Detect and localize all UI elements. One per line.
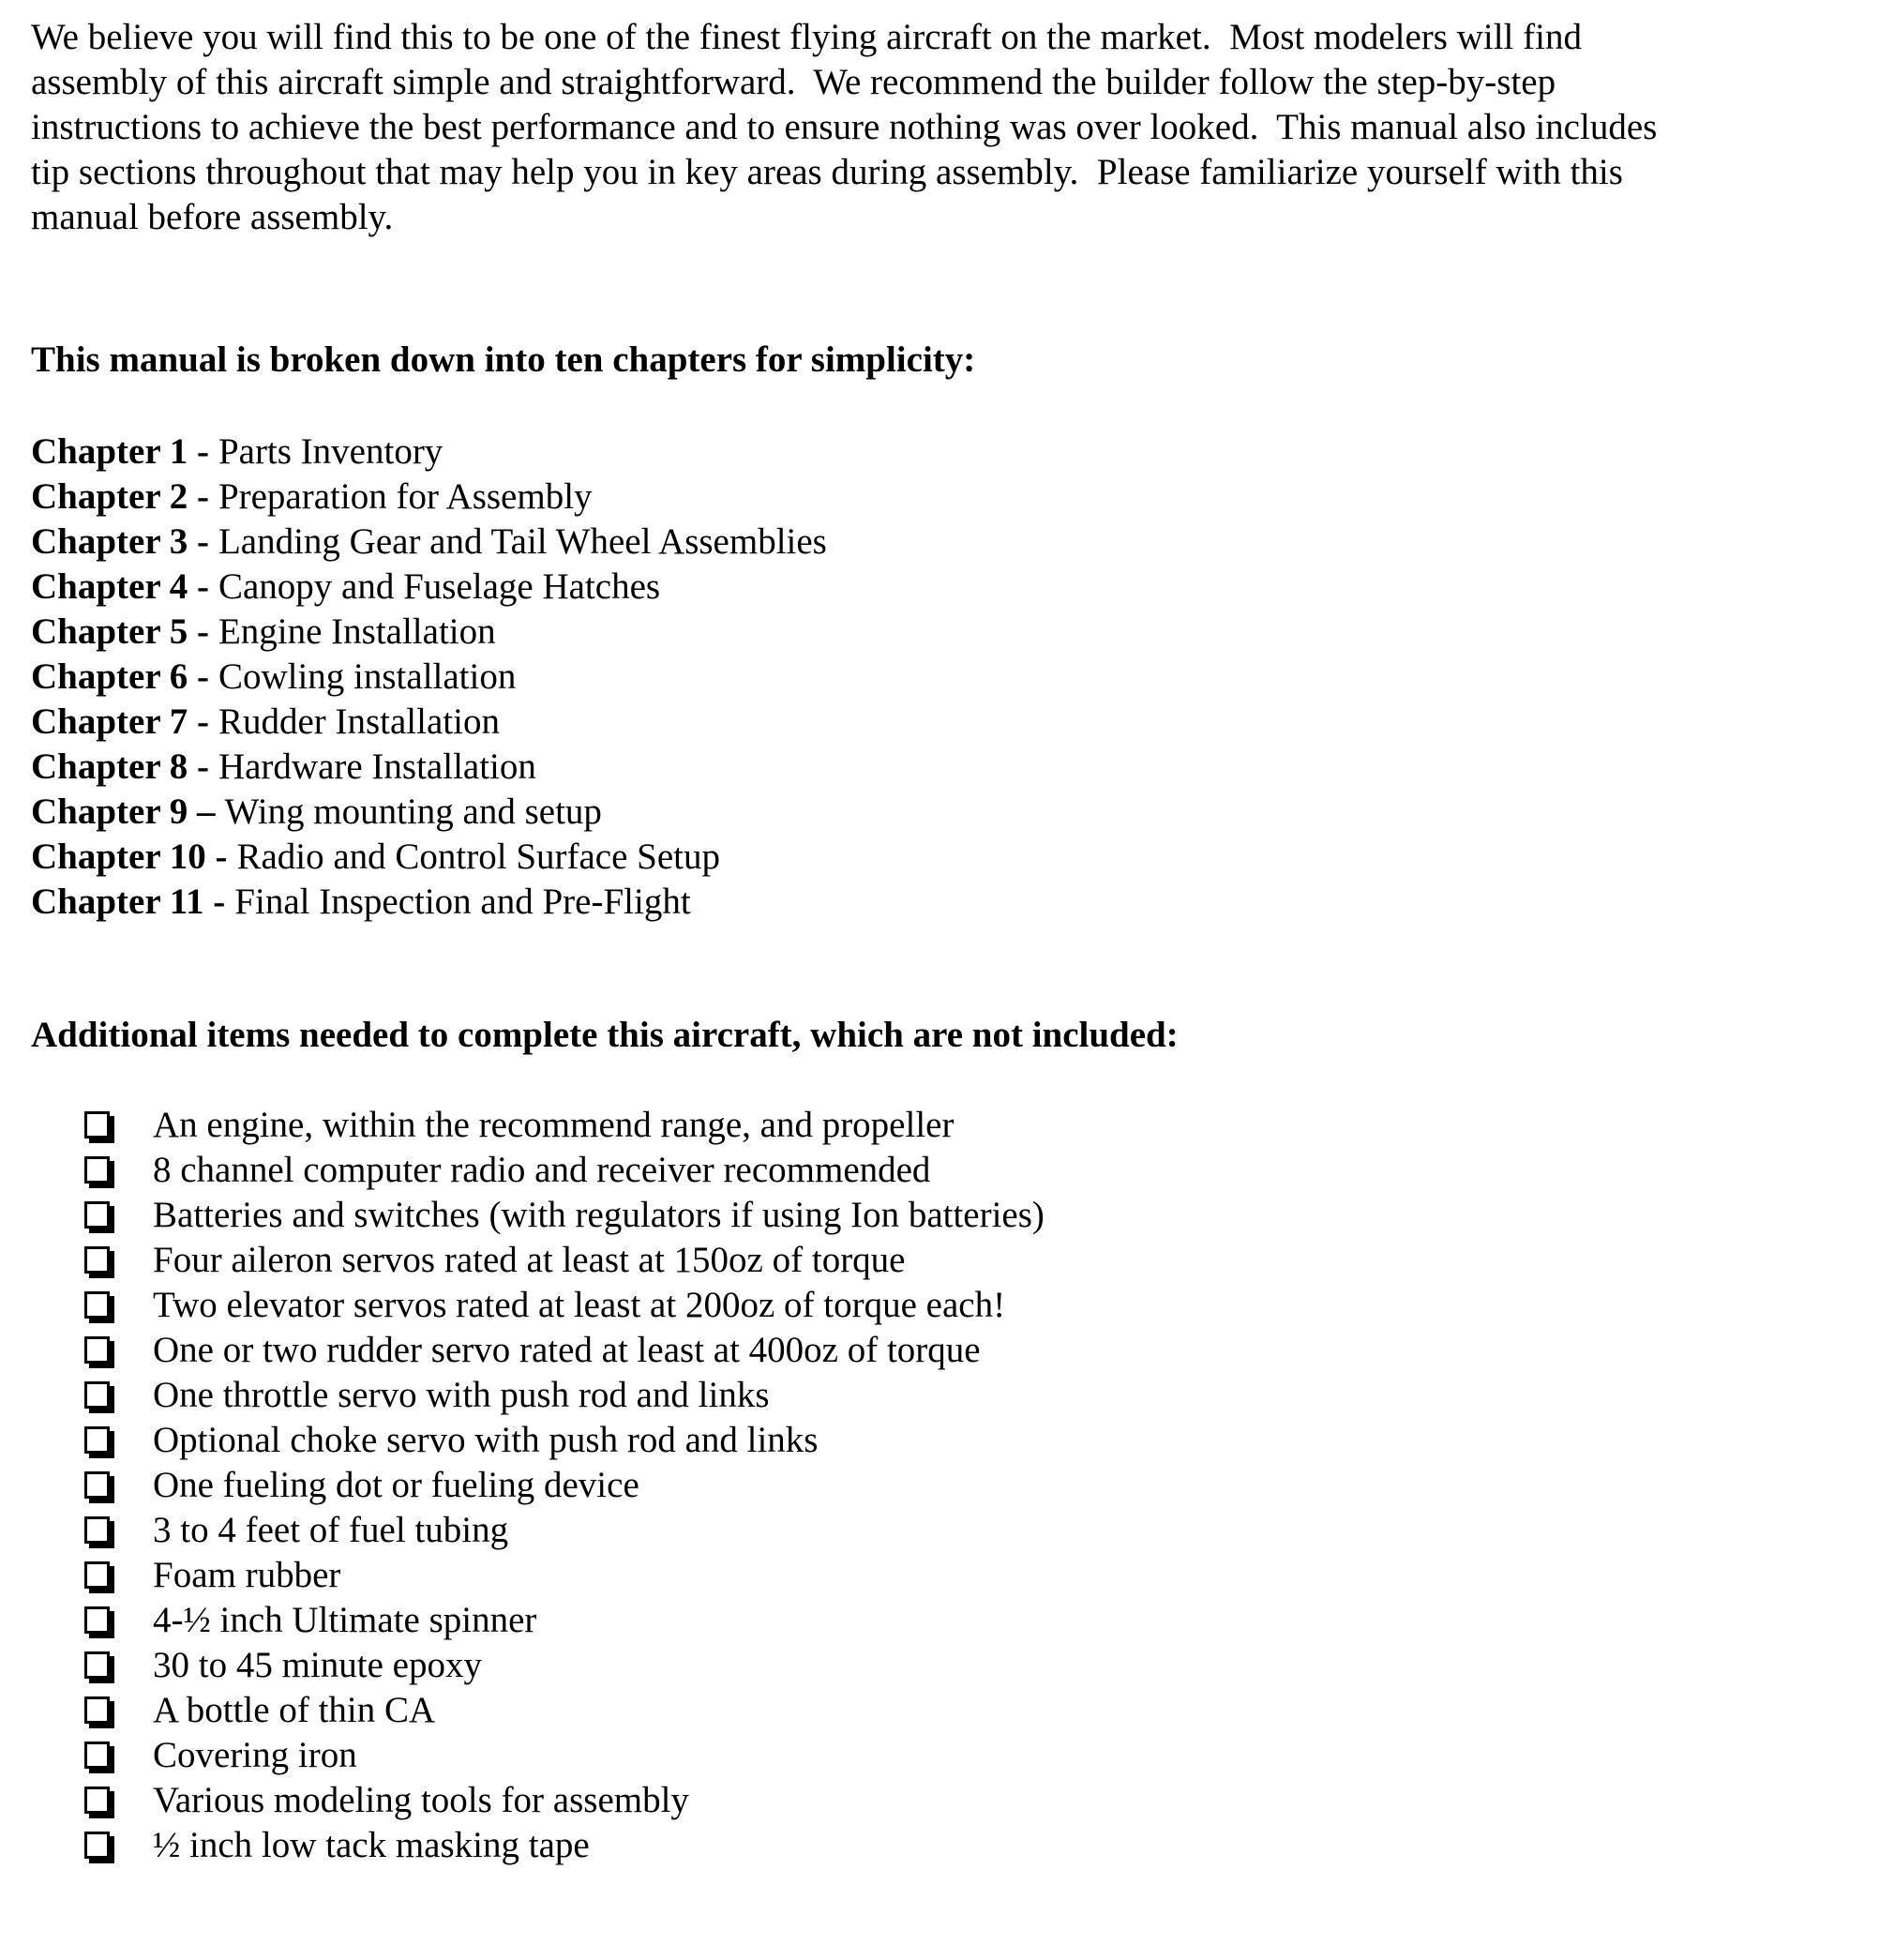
checklist-item-label: 8 channel computer radio and receiver recommended xyxy=(153,1150,931,1190)
chapter-title: Rudder Installation xyxy=(218,701,500,742)
chapter-title: Preparation for Assembly xyxy=(218,476,593,517)
ballot-box-icon xyxy=(84,1246,110,1274)
checklist-item-label: 30 to 45 minute epoxy xyxy=(153,1645,482,1685)
chapter-row xyxy=(31,655,827,700)
ballot-box-icon xyxy=(84,1201,110,1229)
intro-line: assembly of this aircraft simple and straightforward. We recommend the builder follow the step-by-step xyxy=(31,62,1556,102)
checklist-item-label: One throttle servo with push rod and links xyxy=(153,1375,770,1415)
chapter-title: Hardware Installation xyxy=(218,746,536,787)
checklist-item xyxy=(84,1418,1045,1463)
ballot-box-icon xyxy=(84,1651,110,1679)
ballot-box-icon xyxy=(84,1741,110,1769)
checklist-item xyxy=(84,1463,1045,1508)
chapter-title: Canopy and Fuselage Hatches xyxy=(218,566,661,607)
checklist-item-label: 4-½ inch Ultimate spinner xyxy=(153,1600,537,1640)
chapter-title: Radio and Control Surface Setup xyxy=(236,837,721,877)
chapter-number: Chapter 8 - xyxy=(31,746,209,787)
checklist-item xyxy=(84,1103,1045,1148)
checklist-item-label: One or two rudder servo rated at least at 400oz of torque xyxy=(153,1330,981,1370)
checklist-item-label: ½ inch low tack masking tape xyxy=(153,1825,590,1865)
ballot-box-icon xyxy=(84,1471,110,1499)
intro-paragraph xyxy=(31,15,1657,240)
checklist-item xyxy=(84,1328,1045,1373)
checklist-item xyxy=(84,1283,1045,1328)
checklist-item xyxy=(84,1508,1045,1553)
intro-line: instructions to achieve the best performance and to ensure nothing was over looked. This manual also includes xyxy=(31,107,1658,147)
chapter-title: Engine Installation xyxy=(218,611,496,652)
checklist-item xyxy=(84,1598,1045,1643)
chapter-row xyxy=(31,520,827,565)
ballot-box-icon xyxy=(84,1111,110,1138)
intro-line: manual before assembly. xyxy=(31,197,394,237)
ballot-box-icon xyxy=(84,1426,110,1454)
ballot-box-icon xyxy=(84,1291,110,1319)
checklist-item-label: Four aileron servos rated at least at 150oz of torque xyxy=(153,1240,906,1280)
chapter-list xyxy=(31,430,827,925)
checklist-item-label: Two elevator servos rated at least at 200oz of torque each! xyxy=(153,1285,1006,1325)
ballot-box-icon xyxy=(84,1787,110,1814)
chapter-number: Chapter 3 - xyxy=(31,521,209,562)
chapter-row xyxy=(31,610,827,655)
chapter-title: Parts Inventory xyxy=(218,431,443,472)
ballot-box-icon xyxy=(84,1516,110,1544)
ballot-box-icon xyxy=(84,1606,110,1634)
ballot-box-icon xyxy=(84,1156,110,1184)
intro-line: tip sections throughout that may help you in key areas during assembly. Please familiarize yourself with this xyxy=(31,152,1623,192)
chapter-number: Chapter 1 - xyxy=(31,431,209,472)
chapter-number: Chapter 2 - xyxy=(31,476,209,517)
additional-items-heading: Additional items needed to complete this aircraft, which are not included: xyxy=(31,1015,1179,1055)
checklist-item xyxy=(84,1778,1045,1823)
checklist-item xyxy=(84,1733,1045,1778)
checklist-item-label: Batteries and switches (with regulators if using Ion batteries) xyxy=(153,1195,1045,1235)
chapters-heading: This manual is broken down into ten chapters for simplicity: xyxy=(31,339,976,380)
chapter-number: Chapter 7 - xyxy=(31,701,209,742)
checklist-item-label: Optional choke servo with push rod and links xyxy=(153,1420,819,1460)
checklist-item-label: A bottle of thin CA xyxy=(153,1690,436,1730)
ballot-box-icon xyxy=(84,1381,110,1409)
ballot-box-icon xyxy=(84,1336,110,1364)
chapter-number: Chapter 4 - xyxy=(31,566,209,607)
chapter-title: Cowling installation xyxy=(218,656,517,697)
ballot-box-icon xyxy=(84,1832,110,1859)
chapter-number: Chapter 10 - xyxy=(31,837,228,877)
ballot-box-icon xyxy=(84,1561,110,1589)
checklist-item-label: Foam rubber xyxy=(153,1555,341,1595)
checklist-item-label: One fueling dot or fueling device xyxy=(153,1465,639,1505)
checklist-item xyxy=(84,1823,1045,1868)
chapter-number: Chapter 11 - xyxy=(31,882,226,922)
ballot-box-icon xyxy=(84,1696,110,1724)
checklist-item xyxy=(84,1688,1045,1733)
chapter-title: Final Inspection and Pre-Flight xyxy=(234,882,691,922)
chapter-number: Chapter 5 - xyxy=(31,611,209,652)
checklist-item xyxy=(84,1148,1045,1193)
chapter-row xyxy=(31,565,827,610)
chapter-row xyxy=(31,880,827,925)
checklist-item xyxy=(84,1193,1045,1238)
checklist-item xyxy=(84,1238,1045,1283)
checklist-item xyxy=(84,1643,1045,1688)
chapter-row xyxy=(31,790,827,835)
checklist-item xyxy=(84,1553,1045,1598)
intro-line: We believe you will find this to be one of the finest flying aircraft on the market. Most modelers will find xyxy=(31,17,1582,57)
checklist-item-label: 3 to 4 feet of fuel tubing xyxy=(153,1510,509,1550)
chapter-row xyxy=(31,700,827,745)
chapter-row xyxy=(31,835,827,880)
checklist-item-label: Various modeling tools for assembly xyxy=(153,1780,689,1820)
chapter-number: Chapter 6 - xyxy=(31,656,209,697)
chapter-title: Landing Gear and Tail Wheel Assemblies xyxy=(218,521,827,562)
additional-items-checklist xyxy=(84,1103,1045,1868)
chapter-row xyxy=(31,475,827,520)
checklist-item-label: An engine, within the recommend range, and propeller xyxy=(153,1105,955,1145)
chapter-title: Wing mounting and setup xyxy=(224,792,602,832)
chapter-row xyxy=(31,745,827,790)
checklist-item xyxy=(84,1373,1045,1418)
chapter-number: Chapter 9 – xyxy=(31,792,216,832)
chapter-row xyxy=(31,430,827,475)
checklist-item-label: Covering iron xyxy=(153,1735,357,1775)
